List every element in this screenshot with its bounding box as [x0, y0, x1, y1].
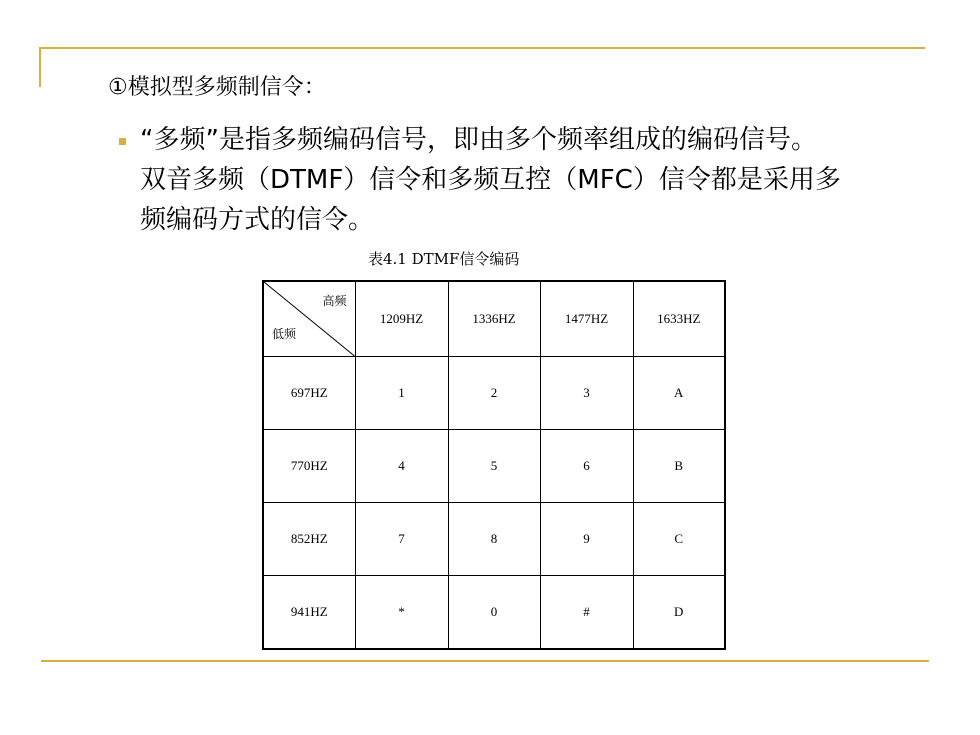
high-freq-header: 1477HZ	[540, 281, 633, 357]
table-caption: 表4.1 DTMF信令编码	[368, 250, 520, 268]
table-header-row	[263, 281, 725, 357]
table-row	[263, 357, 725, 430]
table-cell: D	[633, 576, 725, 650]
low-freq-header: 770HZ	[263, 430, 355, 503]
section-heading: ①模拟型多频制信令：	[108, 75, 326, 100]
table-cell: A	[633, 357, 725, 430]
low-freq-header: 852HZ	[263, 503, 355, 576]
corner-low-label: 低频	[272, 327, 297, 341]
left-rule	[39, 47, 41, 87]
bullet-line-2: 双音多频（DTMF）信令和多频互控（MFC）信令都是采用多	[140, 165, 841, 195]
bottom-rule	[41, 660, 929, 662]
table-cell: 7	[355, 503, 448, 576]
table-cell: 9	[540, 503, 633, 576]
table-row	[263, 430, 725, 503]
bullet-line-1: “多频”是指多频编码信号，即由多个频率组成的编码信号。	[140, 125, 817, 155]
table-cell: C	[633, 503, 725, 576]
corner-cell	[263, 281, 355, 357]
table-cell: 1	[355, 357, 448, 430]
high-freq-header: 1633HZ	[633, 281, 725, 357]
table-cell: 3	[540, 357, 633, 430]
table-cell: #	[540, 576, 633, 650]
square-bullet-icon	[119, 138, 126, 145]
table-cell: 4	[355, 430, 448, 503]
table-row	[263, 503, 725, 576]
low-freq-header: 697HZ	[263, 357, 355, 430]
bullet-line-3: 频编码方式的信令。	[140, 205, 375, 235]
table-cell: B	[633, 430, 725, 503]
corner-high-label: 高频	[322, 294, 347, 308]
table-cell: *	[355, 576, 448, 650]
high-freq-header: 1209HZ	[355, 281, 448, 357]
dtmf-table	[262, 280, 726, 650]
table-cell: 0	[448, 576, 540, 650]
table-cell: 6	[540, 430, 633, 503]
top-rule	[40, 47, 925, 49]
bullet-paragraph	[140, 120, 930, 240]
high-freq-header: 1336HZ	[448, 281, 540, 357]
table-row	[263, 576, 725, 650]
table-cell: 2	[448, 357, 540, 430]
low-freq-header: 941HZ	[263, 576, 355, 650]
table-cell: 8	[448, 503, 540, 576]
table-cell: 5	[448, 430, 540, 503]
